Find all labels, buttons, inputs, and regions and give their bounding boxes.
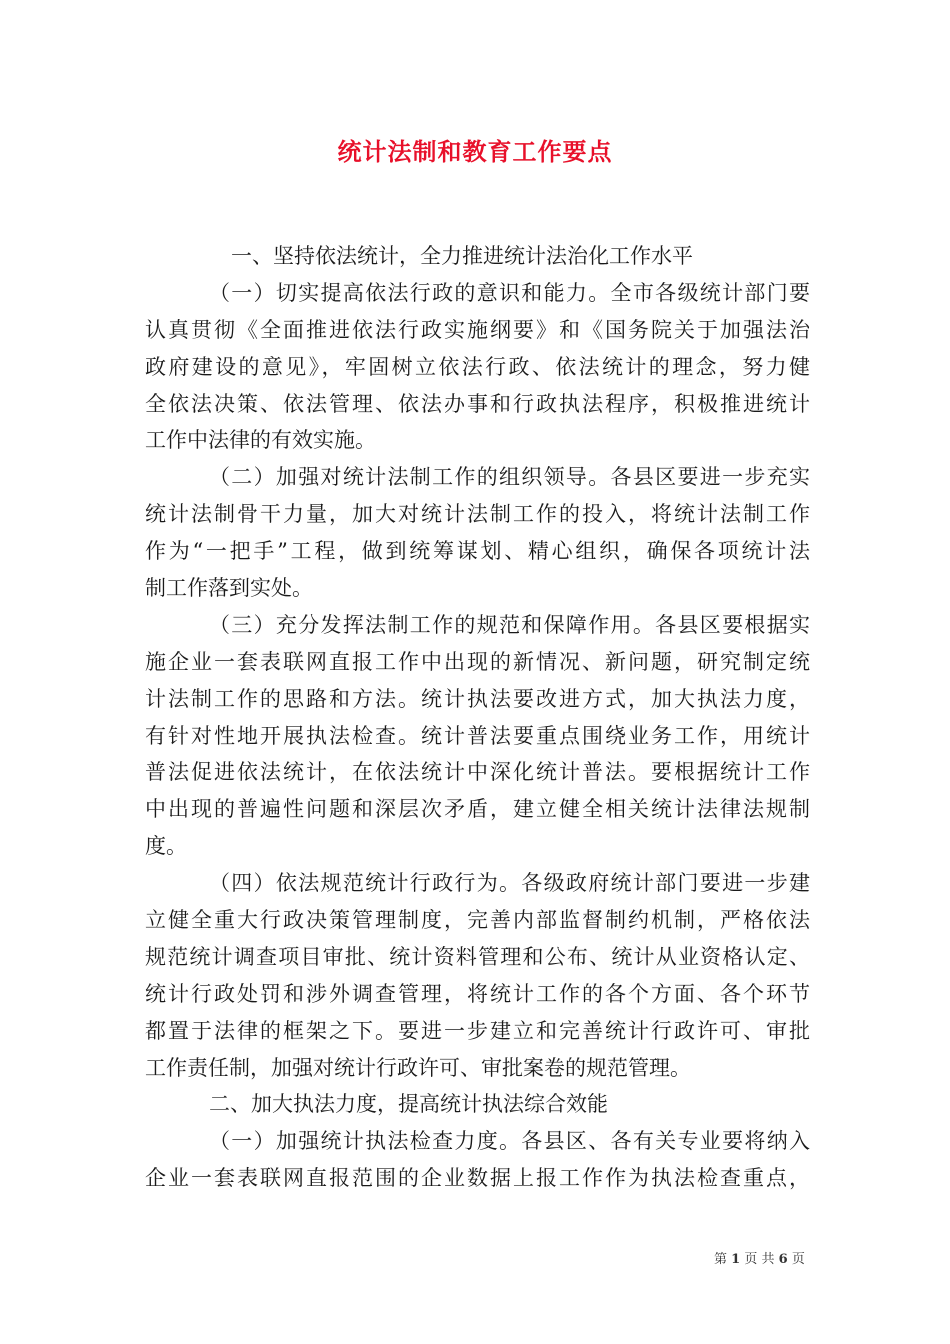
- paragraph-line: 都置于法律的框架之下。要进一步建立和完善统计行政许可、审批: [145, 1018, 810, 1043]
- paragraph-line: （二）加强对统计法制工作的组织领导。各县区要进一步充实: [209, 465, 810, 490]
- paragraph-line: 作为“一把手”工程，做到统筹谋划、精心组织，确保各项统计法: [145, 539, 810, 564]
- section-heading: 一、坚持依法统计，全力推进统计法治化工作水平: [231, 244, 693, 268]
- footer-total-pages: 6: [778, 1252, 788, 1267]
- paragraph-line: 工作中法律的有效实施。: [145, 428, 376, 453]
- paragraph-line: 统计法制骨干力量，加大对统计法制工作的投入，将统计法制工作: [145, 502, 810, 527]
- section-heading: 二、加大执法力度，提高统计执法综合效能: [209, 1092, 608, 1117]
- paragraph-line: 工作责任制，加强对统计行政许可、审批案卷的规范管理。: [145, 1055, 691, 1080]
- paragraph-line: （一）切实提高依法行政的意识和能力。全市各级统计部门要: [209, 280, 810, 305]
- paragraph-line: 政府建设的意见》，牢固树立依法行政、依法统计的理念，努力健: [145, 354, 810, 379]
- page-footer: [714, 1248, 805, 1267]
- paragraph-line: 普法促进依法统计，在依法统计中深化统计普法。要根据统计工作: [145, 760, 810, 785]
- paragraph-line: 认真贯彻《全面推进依法行政实施纲要》和《国务院关于加强法治: [145, 317, 810, 342]
- paragraph-line: 全依法决策、依法管理、依法办事和行政执法程序，积极推进统计: [145, 391, 810, 416]
- paragraph-line: 企业一套表联网直报范围的企业数据上报工作作为执法检查重点，: [145, 1166, 810, 1191]
- paragraph-line: （四）依法规范统计行政行为。各级政府统计部门要进一步建: [209, 871, 810, 896]
- paragraph-line: 制工作落到实处。: [145, 576, 313, 601]
- paragraph-line: 有针对性地开展执法检查。统计普法要重点围绕业务工作，用统计: [145, 723, 810, 748]
- footer-prefix: 第: [714, 1252, 728, 1267]
- paragraph-line: 规范统计调查项目审批、统计资料管理和公布、统计从业资格认定、: [145, 944, 810, 969]
- footer-current-page: 1: [731, 1252, 741, 1267]
- paragraph-line: 度。: [145, 834, 187, 859]
- paragraph-line: 计法制工作的思路和方法。统计执法要改进方式，加大执法力度，: [145, 686, 810, 711]
- paragraph-line: （三）充分发挥法制工作的规范和保障作用。各县区要根据实: [209, 612, 810, 637]
- document-body: [145, 238, 810, 1197]
- paragraph-line: 中出现的普遍性问题和深层次矛盾，建立健全相关统计法律法规制: [145, 797, 810, 822]
- footer-suffix: 页: [791, 1252, 805, 1267]
- document-title: 统计法制和教育工作要点: [337, 137, 613, 166]
- footer-middle: 页 共: [744, 1252, 775, 1267]
- paragraph-line: （一）加强统计执法检查力度。各县区、各有关专业要将纳入: [209, 1129, 810, 1154]
- paragraph-line: 施企业一套表联网直报工作中出现的新情况、新问题，研究制定统: [145, 649, 810, 674]
- paragraph-line: 立健全重大行政决策管理制度，完善内部监督制约机制，严格依法: [145, 908, 810, 933]
- paragraph-line: 统计行政处罚和涉外调查管理，将统计工作的各个方面、各个环节: [145, 981, 810, 1006]
